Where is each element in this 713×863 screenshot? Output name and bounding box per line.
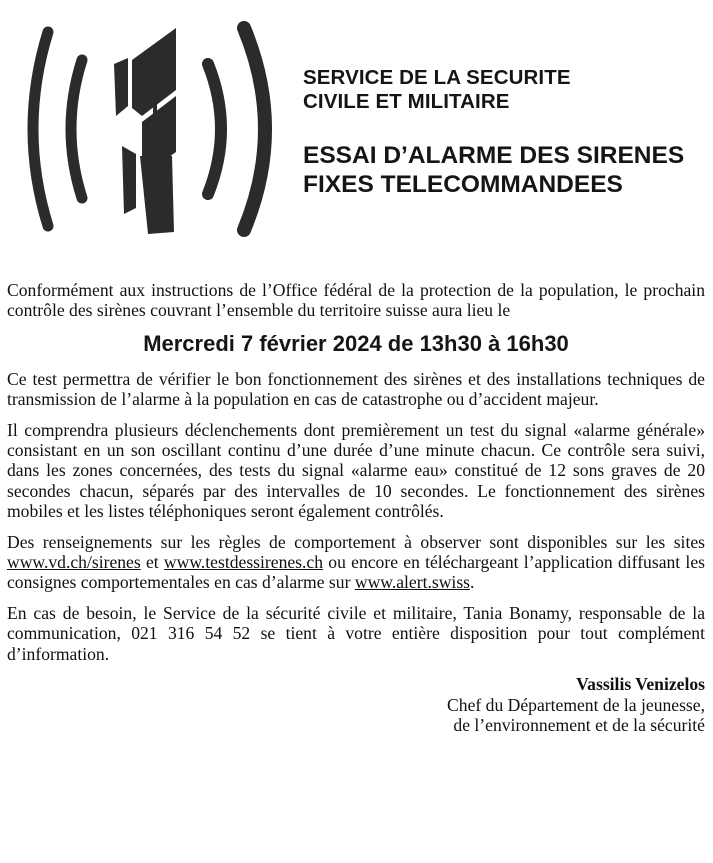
announcement-body bbox=[7, 280, 705, 735]
info-end: . bbox=[470, 572, 475, 593]
signatory-role-1: Chef du Département de la jeunesse, bbox=[447, 694, 705, 715]
service-title-line-1: SERVICE DE LA SECURITE bbox=[303, 66, 571, 89]
link-vd-sirenes[interactable]: www.vd.ch/sirenes bbox=[7, 552, 141, 573]
main-title-line-2: FIXES TELECOMMANDEES bbox=[303, 171, 623, 198]
link-alert-swiss[interactable]: www.alert.swiss bbox=[354, 572, 471, 593]
info-text-2: ou encore en téléchargeant l’application diffusant les consignes comportementales en cas d’alarme sur bbox=[7, 552, 705, 593]
event-date: Mercredi 7 février 2024 de 13h30 à 16h30 bbox=[143, 330, 569, 356]
paragraph-purpose: Ce test permettra de vérifier le bon fonctionnement des sirènes et des installations techniques de transmission de l’alarme à la population en cas de catastrophe ou d’accident majeur. bbox=[7, 368, 705, 410]
service-title-line-2: CIVILE ET MILITAIRE bbox=[303, 90, 510, 113]
info-text-1: Des renseignements sur les règles de comportement à observer sont disponibles sur les sites bbox=[7, 531, 705, 552]
info-and: et bbox=[145, 552, 159, 573]
paragraph-details: Il comprendra plusieurs déclenchements dont premièrement un test du signal «alarme générale» consistant en un son oscillant continu d’une durée d’une minute chacun. Ce contrôle sera suivi, dans les zones concernées, des tests du signal «alarme eau» constitué de 12 sons graves de 20 secondes chacun, séparés par des intervalles de 10 secondes. Le fonctionnement des sirènes mobiles et les listes téléphoniques seront également contrôlés. bbox=[7, 419, 705, 522]
main-title bbox=[303, 141, 703, 199]
service-title bbox=[303, 66, 703, 114]
paragraph-contact: En cas de besoin, le Service de la sécurité civile et militaire, Tania Bonamy, responsable de la communication, 021 316 54 52 se tient à votre entière disposition pour tout complément d’information. bbox=[7, 602, 705, 664]
signature-block bbox=[7, 674, 705, 735]
siren-logo-icon bbox=[22, 18, 292, 240]
intro-paragraph: Conformément aux instructions de l’Office fédéral de la protection de la population, le prochain contrôle des sirènes couvrant l’ensemble du territoire suisse aura lieu le bbox=[7, 280, 705, 321]
signatory-name: Vassilis Venizelos bbox=[576, 674, 705, 695]
link-testdessirenes[interactable]: www.testdessirenes.ch bbox=[163, 552, 324, 573]
signatory-role-2: de l’environnement et de la sécurité bbox=[453, 714, 705, 735]
main-title-line-1: ESSAI D’ALARME DES SIRENES bbox=[303, 142, 685, 169]
header-titles bbox=[303, 66, 703, 199]
paragraph-info bbox=[7, 532, 705, 593]
